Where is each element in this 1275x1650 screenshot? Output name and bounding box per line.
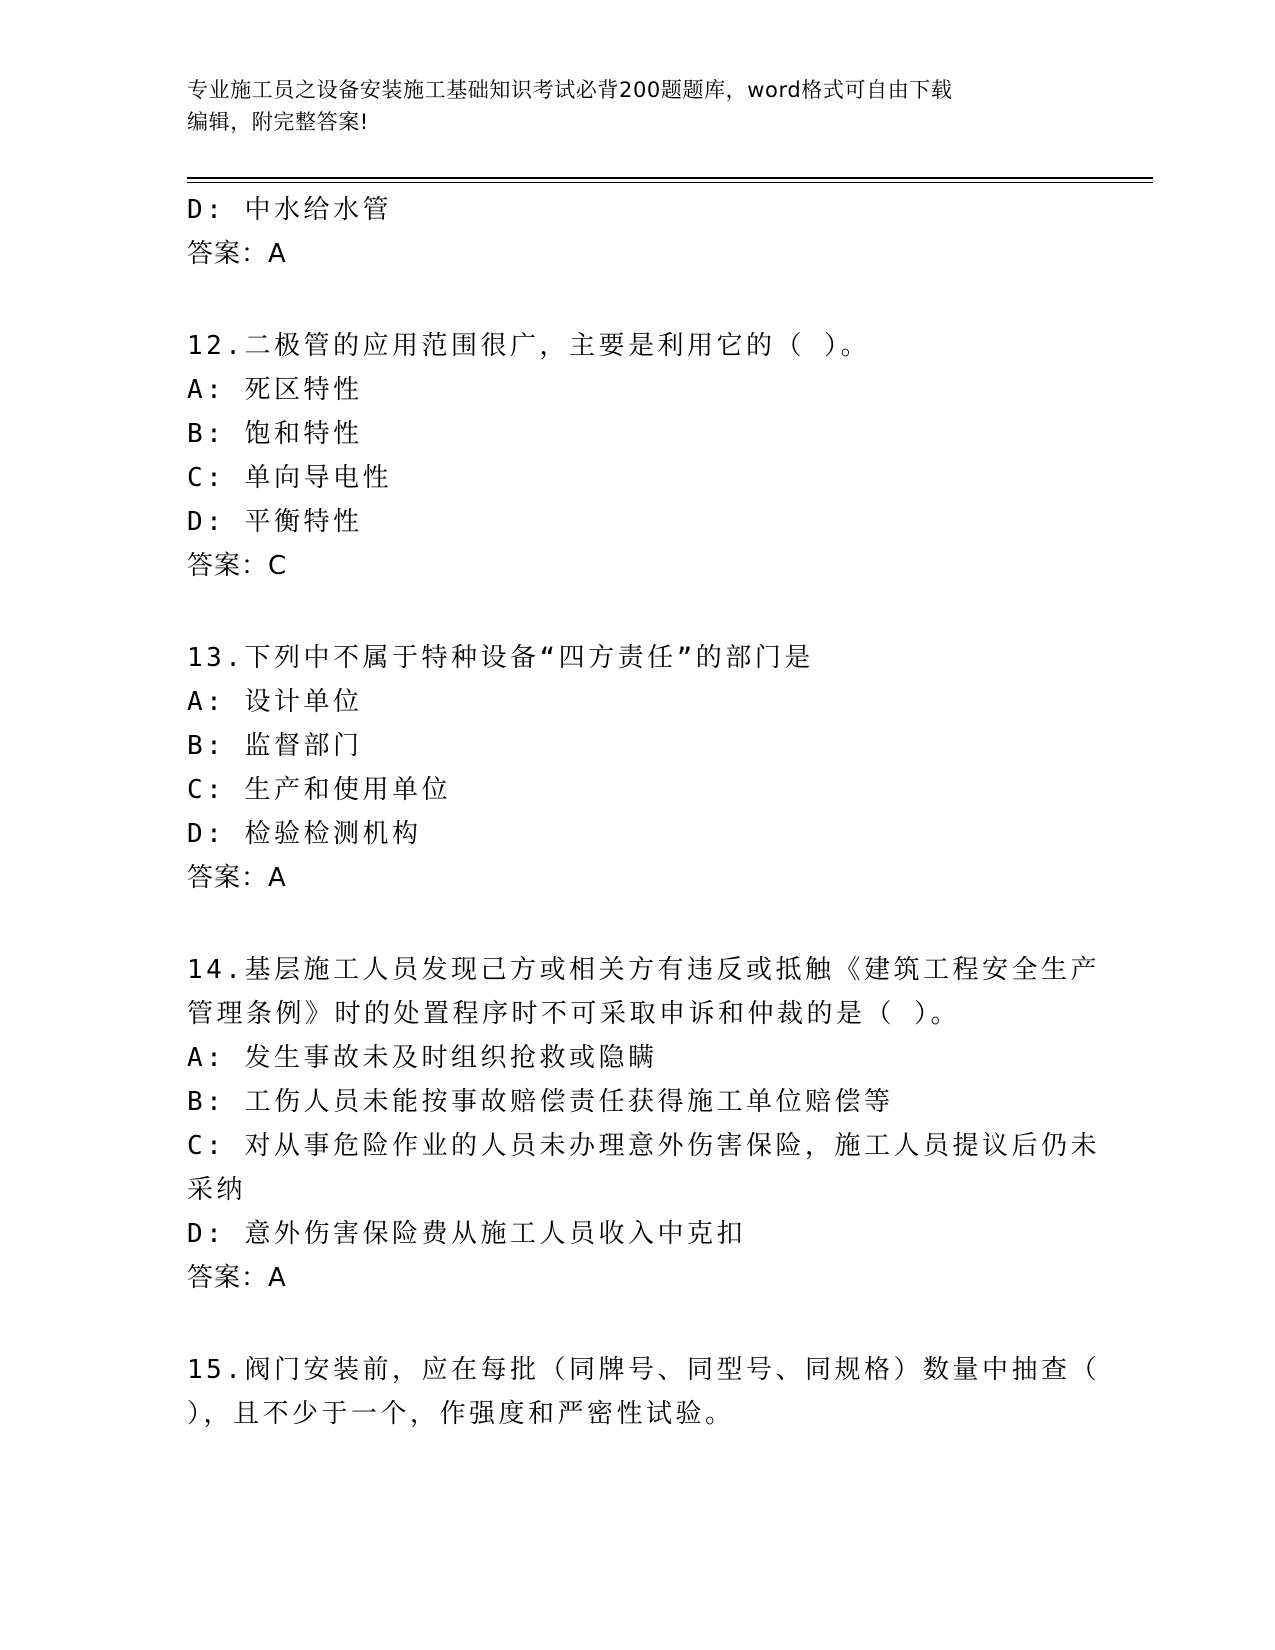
question-15-stem-line-1: 15.阀门安装前，应在每批（同牌号、同型号、同规格）数量中抽查（ — [187, 1355, 1100, 1385]
question-12-stem: 12.二极管的应用范围很广，主要是利用它的（ ）。 — [187, 331, 871, 361]
question-13-stem: 13.下列中不属于特种设备“四方责任”的部门是 — [187, 643, 814, 673]
header-title-line-1: 专业施工员之设备安装施工基础知识考试必背200题题库，word格式可自由下载 — [187, 78, 953, 102]
question-12-option-b: B: 饱和特性 — [187, 419, 363, 449]
header-title-line-2: 编辑，附完整答案! — [187, 110, 369, 134]
question-14-option-c-line-1: C: 对从事危险作业的人员未办理意外伤害保险，施工人员提议后仍未 — [187, 1131, 1100, 1161]
question-14-answer: 答案：A — [187, 1263, 287, 1293]
question-12-option-c: C: 单向导电性 — [187, 463, 392, 493]
question-14-option-a: A: 发生事故未及时组织抢救或隐瞒 — [187, 1043, 658, 1073]
answer: 答案：A — [187, 239, 287, 269]
question-13-answer: 答案：A — [187, 863, 287, 893]
question-12-option-a: A: 死区特性 — [187, 375, 363, 405]
question-12-option-d: D: 平衡特性 — [187, 507, 363, 537]
document-header — [187, 74, 1087, 138]
header-divider-thin — [187, 182, 1153, 183]
question-14-option-c-line-2: 采纳 — [187, 1175, 247, 1205]
question-13-option-d: D: 检验检测机构 — [187, 819, 422, 849]
question-13-option-a: A: 设计单位 — [187, 687, 363, 717]
question-13-option-c: C: 生产和使用单位 — [187, 775, 451, 805]
question-12-answer: 答案：C — [187, 551, 288, 581]
option-d: D: 中水给水管 — [187, 195, 392, 225]
question-14-option-d: D: 意外伤害保险费从施工人员收入中克扣 — [187, 1219, 746, 1249]
question-13-option-b: B: 监督部门 — [187, 731, 363, 761]
question-14-stem-line-1: 14.基层施工人员发现己方或相关方有违反或抵触《建筑工程安全生产 — [187, 955, 1100, 985]
question-14-option-b: B: 工伤人员未能按事故赔偿责任获得施工单位赔偿等 — [187, 1087, 894, 1117]
question-14-stem-line-2: 管理条例》时的处置程序时不可采取申诉和仲裁的是（ ）。 — [187, 999, 961, 1029]
header-divider-thick — [187, 177, 1153, 179]
question-15-stem-line-2: ），且不少于一个，作强度和严密性试验。 — [187, 1399, 735, 1429]
